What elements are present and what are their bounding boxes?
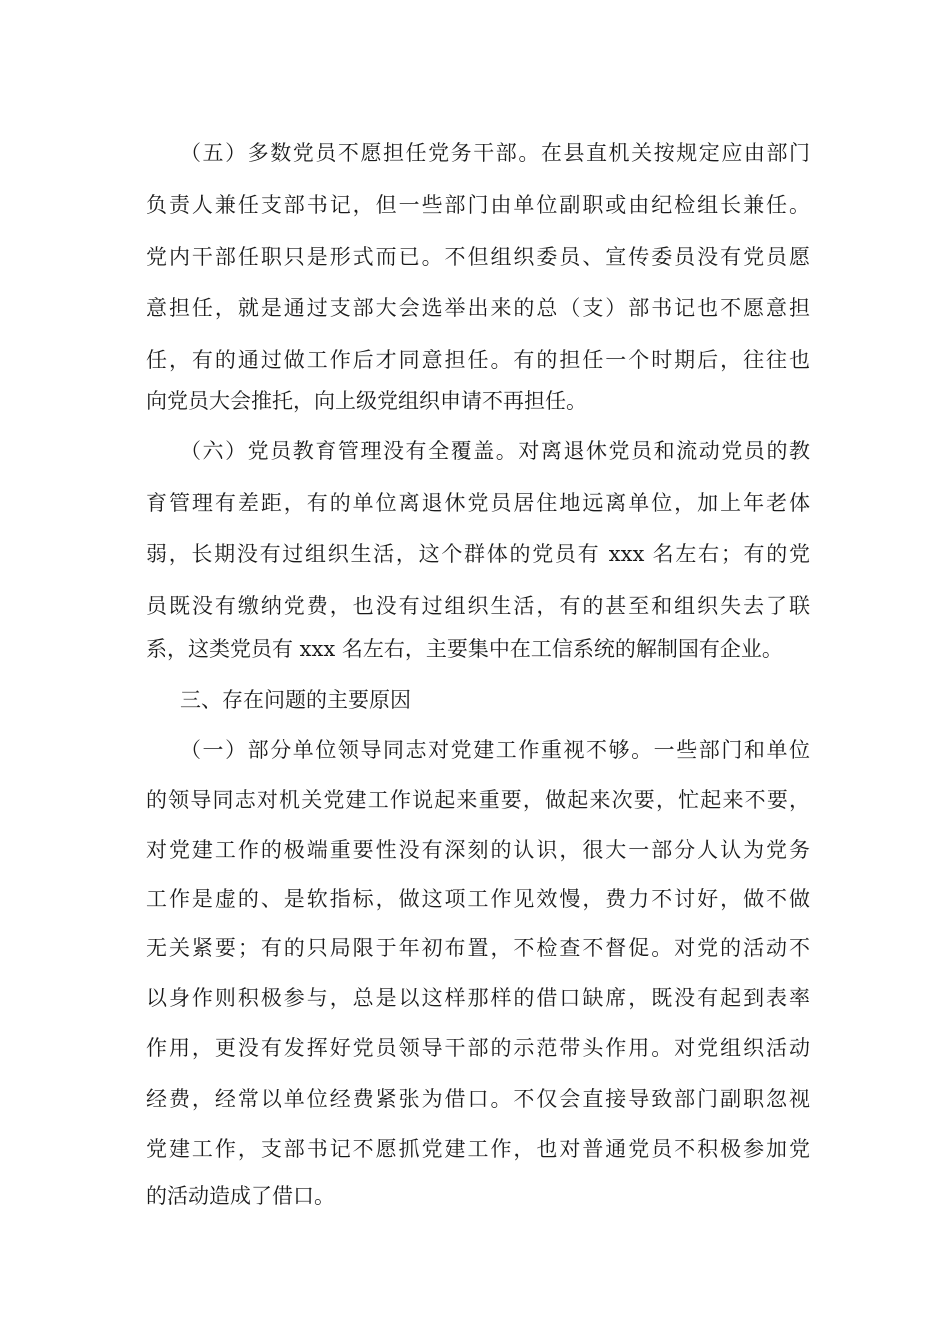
paragraph-line: 负责人兼任支部书记，但一些部门由单位副职或由纪检组长兼任。 [146,193,810,217]
paragraph-line: 意担任，就是通过支部大会选举出来的总（支）部书记也不愿意担 [146,296,810,320]
section-heading: 三、存在问题的主要原因 [180,688,411,712]
paragraph-line: 系，这类党员有 xxx 名左右，主要集中在工信系统的解制国有企业。 [146,637,783,661]
paragraph-line: 向党员大会推托，向上级党组织申请不再担任。 [146,389,587,413]
paragraph-line: 工作是虚的、是软指标，做这项工作见效慢，费力不讨好，做不做 [146,887,810,911]
paragraph-line: （一）部分单位领导同志对党建工作重视不够。一些部门和单位 [180,738,810,762]
paragraph-line: （六）党员教育管理没有全覆盖。对离退休党员和流动党员的教 [180,439,810,463]
paragraph-line: 弱，长期没有过组织生活，这个群体的党员有 xxx 名左右；有的党 [146,542,810,566]
paragraph-line: （五）多数党员不愿担任党务干部。在县直机关按规定应由部门 [180,141,810,165]
paragraph-line: 的领导同志对机关党建工作说起来重要，做起来次要，忙起来不要， [146,788,810,812]
paragraph-line: 任，有的通过做工作后才同意担任。有的担任一个时期后，往往也 [146,348,810,372]
paragraph-line: 党建工作，支部书记不愿抓党建工作，也对普通党员不积极参加党 [146,1137,810,1161]
paragraph-line: 的活动造成了借口。 [146,1184,335,1208]
paragraph-line: 育管理有差距，有的单位离退休党员居住地远离单位，加上年老体 [146,491,810,515]
paragraph-line: 对党建工作的极端重要性没有深刻的认识，很大一部分人认为党务 [146,838,810,862]
paragraph-line: 以身作则积极参与，总是以这样那样的借口缺席，既没有起到表率 [146,986,810,1010]
paragraph-line: 员既没有缴纳党费，也没有过组织生活，有的甚至和组织失去了联 [146,594,810,618]
paragraph-line: 作用，更没有发挥好党员领导干部的示范带头作用。对党组织活动 [146,1036,810,1060]
paragraph-line: 党内干部任职只是形式而已。不但组织委员、宣传委员没有党员愿 [146,245,810,269]
paragraph-line: 经费，经常以单位经费紧张为借口。不仅会直接导致部门副职忽视 [146,1087,810,1111]
paragraph-line: 无关紧要；有的只局限于年初布置，不检查不督促。对党的活动不 [146,936,810,960]
